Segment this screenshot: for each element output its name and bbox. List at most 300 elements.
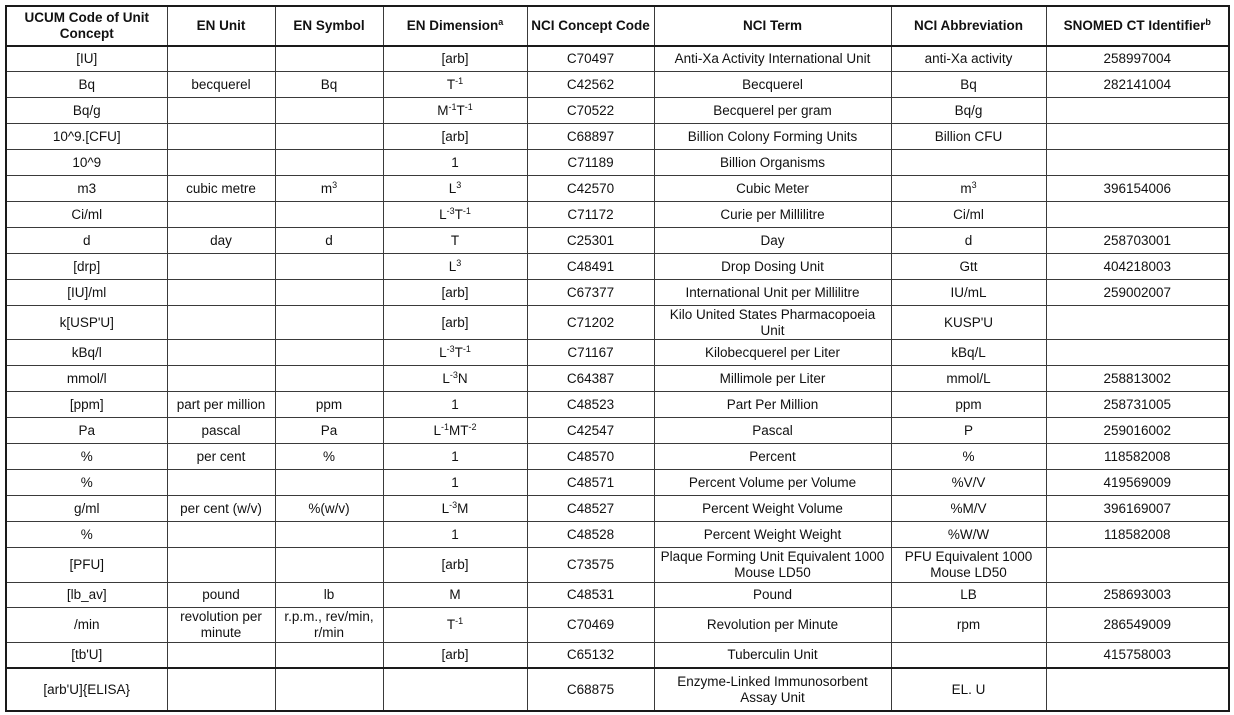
unit-base: N [457, 370, 468, 386]
cell-nci-concept-code: C71167 [527, 340, 654, 366]
cell-nci-concept-code: C48531 [527, 582, 654, 608]
table-row [6, 548, 1229, 582]
cell-ucum-code: g/ml [6, 496, 167, 522]
cell-en-dimension [383, 642, 527, 668]
footnote-marker: b [1205, 17, 1211, 27]
unit-base: L [439, 344, 447, 360]
cell-en-dimension [383, 176, 527, 202]
unit-base: 1 [451, 396, 459, 412]
table-row [6, 366, 1229, 392]
unit-base: 1 [451, 448, 459, 464]
cell-nci-concept-code: C65132 [527, 642, 654, 668]
table-row [6, 176, 1229, 202]
cell-ucum-code: % [6, 522, 167, 548]
cell-nci-term: Kilobecquerel per Liter [654, 340, 891, 366]
cell-snomed-ct-identifier [1046, 150, 1229, 176]
cell-nci-abbreviation [891, 392, 1046, 418]
cell-en-symbol [275, 668, 383, 711]
cell-en-symbol [275, 46, 383, 72]
cell-nci-concept-code: C68897 [527, 124, 654, 150]
unit-base: [arb] [441, 314, 469, 330]
cell-en-unit [167, 254, 275, 280]
header-snomed-ct-identifier [1046, 6, 1229, 46]
cell-en-symbol [275, 202, 383, 228]
cell-nci-term: Percent [654, 444, 891, 470]
cell-nci-abbreviation [891, 98, 1046, 124]
cell-en-dimension [383, 46, 527, 72]
cell-snomed-ct-identifier [1046, 306, 1229, 340]
cell-nci-term: Pound [654, 582, 891, 608]
cell-nci-abbreviation [891, 150, 1046, 176]
cell-ucum-code: d [6, 228, 167, 254]
cell-en-symbol [275, 548, 383, 582]
cell-nci-concept-code: C67377 [527, 280, 654, 306]
unit-base: 1 [451, 526, 459, 542]
cell-nci-term: Day [654, 228, 891, 254]
cell-en-dimension [383, 150, 527, 176]
header-label: EN Symbol [293, 18, 365, 33]
unit-base: M [449, 586, 461, 602]
cell-nci-concept-code: C71189 [527, 150, 654, 176]
cell-nci-abbreviation [891, 46, 1046, 72]
unit-base: Billion CFU [934, 128, 1003, 144]
unit-base: [arb] [441, 284, 469, 300]
cell-nci-abbreviation [891, 668, 1046, 711]
cell-en-symbol [275, 306, 383, 340]
unit-base: T [446, 76, 456, 92]
cell-nci-term: Billion Organisms [654, 150, 891, 176]
unit-base: T [454, 206, 463, 222]
header-nci-concept-code [527, 6, 654, 46]
unit-exponent: -1 [448, 101, 457, 112]
unit-base: [arb] [441, 51, 469, 67]
cell-en-dimension [383, 582, 527, 608]
cell-snomed-ct-identifier [1046, 548, 1229, 582]
cell-snomed-ct-identifier: 118582008 [1046, 522, 1229, 548]
unit-exponent: 3 [332, 179, 338, 190]
cell-nci-term: Tuberculin Unit [654, 642, 891, 668]
cell-en-symbol [275, 228, 383, 254]
cell-nci-concept-code: C73575 [527, 548, 654, 582]
cell-ucum-code: Bq/g [6, 98, 167, 124]
cell-nci-abbreviation [891, 340, 1046, 366]
cell-nci-abbreviation [891, 418, 1046, 444]
header-label: UCUM Code of Unit Concept [24, 10, 149, 41]
cell-en-symbol [275, 72, 383, 98]
unit-base: LB [960, 586, 977, 602]
cell-ucum-code: [drp] [6, 254, 167, 280]
cell-en-dimension [383, 124, 527, 150]
cell-nci-abbreviation [891, 124, 1046, 150]
cell-snomed-ct-identifier: 258813002 [1046, 366, 1229, 392]
cell-nci-term: Becquerel per gram [654, 98, 891, 124]
cell-nci-abbreviation [891, 254, 1046, 280]
cell-en-dimension [383, 444, 527, 470]
unit-base: L [433, 422, 441, 438]
unit-exponent: -1 [464, 101, 473, 112]
cell-nci-term: Percent Volume per Volume [654, 470, 891, 496]
cell-nci-abbreviation [891, 444, 1046, 470]
unit-base: P [963, 422, 973, 438]
cell-en-dimension [383, 418, 527, 444]
unit-base: L [442, 370, 450, 386]
cell-nci-concept-code: C70469 [527, 608, 654, 642]
header-label: EN Dimension [406, 18, 499, 33]
cell-en-unit [167, 340, 275, 366]
header-en-dimension [383, 6, 527, 46]
unit-base: kBq/L [951, 344, 986, 360]
cell-snomed-ct-identifier: 258693003 [1046, 582, 1229, 608]
cell-en-symbol [275, 418, 383, 444]
table-row [6, 668, 1229, 711]
header-nci-abbreviation [891, 6, 1046, 46]
unit-base: 1 [451, 154, 459, 170]
cell-nci-concept-code: C71202 [527, 306, 654, 340]
cell-en-unit [167, 642, 275, 668]
table-row [6, 470, 1229, 496]
cell-en-unit [167, 522, 275, 548]
unit-base: Ci/ml [953, 206, 984, 222]
cell-en-unit [167, 470, 275, 496]
cell-en-symbol [275, 642, 383, 668]
cell-ucum-code: m3 [6, 176, 167, 202]
cell-snomed-ct-identifier [1046, 124, 1229, 150]
cell-en-symbol [275, 366, 383, 392]
cell-en-unit [167, 202, 275, 228]
unit-base: T [456, 102, 465, 118]
cell-snomed-ct-identifier: 415758003 [1046, 642, 1229, 668]
unit-exponent: -1 [455, 75, 464, 86]
cell-en-unit: cubic metre [167, 176, 275, 202]
cell-snomed-ct-identifier: 258997004 [1046, 46, 1229, 72]
cell-nci-concept-code: C42547 [527, 418, 654, 444]
cell-en-unit: part per million [167, 392, 275, 418]
cell-snomed-ct-identifier: 258703001 [1046, 228, 1229, 254]
unit-base: T [446, 617, 456, 633]
cell-nci-concept-code: C42570 [527, 176, 654, 202]
cell-en-symbol [275, 444, 383, 470]
cell-en-unit [167, 668, 275, 711]
cell-nci-term: Anti-Xa Activity International Unit [654, 46, 891, 72]
cell-snomed-ct-identifier: 396169007 [1046, 496, 1229, 522]
unit-base: % [962, 448, 975, 464]
cell-en-unit [167, 46, 275, 72]
cell-en-unit [167, 306, 275, 340]
cell-ucum-code: [lb_av] [6, 582, 167, 608]
header-label: EN Unit [196, 18, 246, 33]
cell-nci-concept-code: C71172 [527, 202, 654, 228]
unit-base: L [448, 258, 457, 274]
cell-ucum-code: [PFU] [6, 548, 167, 582]
cell-en-symbol [275, 150, 383, 176]
table-row [6, 202, 1229, 228]
cell-snomed-ct-identifier [1046, 340, 1229, 366]
unit-base: anti-Xa activity [924, 51, 1013, 67]
unit-base: Bq [320, 76, 338, 92]
table-row [6, 150, 1229, 176]
table-row [6, 228, 1229, 254]
cell-nci-concept-code: C48491 [527, 254, 654, 280]
cell-ucum-code: [tb'U] [6, 642, 167, 668]
cell-en-dimension [383, 392, 527, 418]
cell-nci-abbreviation [891, 582, 1046, 608]
unit-base: [arb] [441, 646, 469, 662]
unit-base: EL. U [951, 681, 986, 697]
cell-nci-term: Curie per Millilitre [654, 202, 891, 228]
table-row [6, 522, 1229, 548]
unit-base: T [454, 344, 463, 360]
cell-en-symbol [275, 280, 383, 306]
cell-en-unit: per cent [167, 444, 275, 470]
cell-nci-abbreviation [891, 280, 1046, 306]
header-label: NCI Concept Code [531, 18, 650, 33]
unit-base: r.p.m., rev/min, r/min [284, 609, 374, 641]
table-row [6, 124, 1229, 150]
cell-en-dimension [383, 98, 527, 124]
cell-ucum-code: % [6, 470, 167, 496]
cell-en-symbol [275, 522, 383, 548]
cell-ucum-code: % [6, 444, 167, 470]
table-row [6, 254, 1229, 280]
cell-ucum-code: [arb'U]{ELISA} [6, 668, 167, 711]
cell-ucum-code: /min [6, 608, 167, 642]
unit-base: IU/mL [950, 284, 987, 300]
unit-base: 1 [451, 474, 459, 490]
cell-en-dimension [383, 228, 527, 254]
cell-en-symbol [275, 392, 383, 418]
cell-nci-concept-code: C68875 [527, 668, 654, 711]
cell-snomed-ct-identifier: 118582008 [1046, 444, 1229, 470]
cell-snomed-ct-identifier: 419569009 [1046, 470, 1229, 496]
unit-exponent: -3 [449, 499, 458, 510]
unit-exponent: -1 [462, 205, 471, 216]
cell-nci-term: Cubic Meter [654, 176, 891, 202]
cell-nci-abbreviation [891, 306, 1046, 340]
cell-en-unit [167, 150, 275, 176]
unit-base: T [450, 232, 460, 248]
unit-base: d [964, 232, 973, 248]
cell-nci-term: Percent Weight Weight [654, 522, 891, 548]
cell-nci-term: Percent Weight Volume [654, 496, 891, 522]
header-label: SNOMED CT Identifier [1063, 18, 1206, 33]
unit-base: PFU Equivalent 1000 Mouse LD50 [904, 548, 1033, 580]
cell-en-unit: pascal [167, 418, 275, 444]
cell-nci-abbreviation [891, 642, 1046, 668]
unit-base: % [322, 448, 335, 464]
cell-en-symbol [275, 496, 383, 522]
unit-base: %V/V [951, 474, 986, 490]
cell-en-symbol [275, 608, 383, 642]
cell-en-unit [167, 124, 275, 150]
cell-nci-abbreviation [891, 176, 1046, 202]
cell-nci-concept-code: C48570 [527, 444, 654, 470]
cell-nci-term: Pascal [654, 418, 891, 444]
table-row [6, 280, 1229, 306]
cell-nci-term: Drop Dosing Unit [654, 254, 891, 280]
cell-ucum-code: mmol/l [6, 366, 167, 392]
cell-en-symbol [275, 470, 383, 496]
unit-exponent: -3 [449, 369, 458, 380]
unit-base: L [448, 180, 457, 196]
cell-en-unit [167, 280, 275, 306]
cell-nci-abbreviation [891, 202, 1046, 228]
cell-en-dimension [383, 340, 527, 366]
cell-nci-term: Millimole per Liter [654, 366, 891, 392]
table-row [6, 444, 1229, 470]
units-table [5, 5, 1230, 712]
unit-base: Bq [960, 76, 977, 92]
unit-base: m [320, 180, 333, 196]
cell-nci-term: Plaque Forming Unit Equivalent 1000 Mouse LD50 [654, 548, 891, 582]
cell-nci-term: Revolution per Minute [654, 608, 891, 642]
unit-base: %M/V [950, 500, 987, 516]
unit-base: Bq/g [954, 102, 983, 118]
cell-snomed-ct-identifier [1046, 98, 1229, 124]
cell-en-dimension [383, 470, 527, 496]
header-label: NCI Term [742, 18, 802, 33]
unit-base: [arb] [441, 556, 469, 572]
cell-nci-concept-code: C25301 [527, 228, 654, 254]
cell-snomed-ct-identifier [1046, 202, 1229, 228]
cell-en-symbol [275, 340, 383, 366]
cell-nci-term: Kilo United States Pharmacopoeia Unit [654, 306, 891, 340]
unit-base: %(w/v) [308, 500, 350, 516]
unit-exponent: -1 [462, 343, 471, 354]
cell-ucum-code: [IU]/ml [6, 280, 167, 306]
cell-nci-abbreviation [891, 548, 1046, 582]
table-body [6, 46, 1229, 711]
cell-en-dimension [383, 72, 527, 98]
cell-en-unit [167, 366, 275, 392]
cell-nci-term: Enzyme-Linked Immunosorbent Assay Unit [654, 668, 891, 711]
cell-en-unit [167, 548, 275, 582]
cell-en-unit: day [167, 228, 275, 254]
table-row [6, 340, 1229, 366]
cell-ucum-code: 10^9 [6, 150, 167, 176]
unit-exponent: -3 [446, 205, 455, 216]
cell-nci-abbreviation [891, 72, 1046, 98]
unit-base: ppm [955, 396, 982, 412]
cell-snomed-ct-identifier: 404218003 [1046, 254, 1229, 280]
unit-base: d [325, 232, 333, 248]
cell-en-dimension [383, 366, 527, 392]
cell-ucum-code: [ppm] [6, 392, 167, 418]
unit-exponent: -3 [446, 343, 455, 354]
cell-snomed-ct-identifier: 259002007 [1046, 280, 1229, 306]
cell-en-symbol [275, 176, 383, 202]
table-row [6, 418, 1229, 444]
unit-base: M [457, 500, 469, 516]
cell-snomed-ct-identifier: 396154006 [1046, 176, 1229, 202]
unit-base: MT [449, 422, 469, 438]
cell-nci-term: International Unit per Millilitre [654, 280, 891, 306]
cell-ucum-code: Bq [6, 72, 167, 98]
unit-base: ppm [315, 396, 343, 412]
cell-nci-concept-code: C70497 [527, 46, 654, 72]
cell-nci-concept-code: C70522 [527, 98, 654, 124]
cell-en-unit: per cent (w/v) [167, 496, 275, 522]
cell-nci-concept-code: C42562 [527, 72, 654, 98]
cell-nci-concept-code: C48523 [527, 392, 654, 418]
table-row [6, 72, 1229, 98]
cell-ucum-code: kBq/l [6, 340, 167, 366]
unit-exponent: -2 [468, 421, 477, 432]
cell-en-symbol [275, 124, 383, 150]
unit-base: M [437, 102, 449, 118]
cell-nci-concept-code: C48528 [527, 522, 654, 548]
cell-nci-concept-code: C48571 [527, 470, 654, 496]
unit-exponent: -1 [440, 421, 449, 432]
unit-base: mmol/L [946, 370, 991, 386]
cell-nci-term: Part Per Million [654, 392, 891, 418]
unit-base: L [439, 206, 447, 222]
table-row [6, 98, 1229, 124]
cell-en-symbol [275, 582, 383, 608]
header-en-unit [167, 6, 275, 46]
table-row [6, 306, 1229, 340]
cell-en-dimension [383, 254, 527, 280]
cell-ucum-code: [IU] [6, 46, 167, 72]
cell-nci-term: Billion Colony Forming Units [654, 124, 891, 150]
cell-en-dimension [383, 668, 527, 711]
table-row [6, 392, 1229, 418]
header-nci-term [654, 6, 891, 46]
cell-en-dimension [383, 280, 527, 306]
cell-en-dimension [383, 548, 527, 582]
header-label: NCI Abbreviation [913, 18, 1023, 33]
cell-snomed-ct-identifier: 286549009 [1046, 608, 1229, 642]
cell-snomed-ct-identifier: 258731005 [1046, 392, 1229, 418]
unit-base: m [960, 180, 972, 196]
unit-base: Pa [320, 422, 338, 438]
header-en-symbol [275, 6, 383, 46]
unit-base: KUSP'U [943, 314, 994, 330]
unit-base: Gtt [959, 258, 978, 274]
cell-ucum-code: 10^9.[CFU] [6, 124, 167, 150]
cell-en-dimension [383, 306, 527, 340]
cell-en-dimension [383, 202, 527, 228]
table-row [6, 582, 1229, 608]
cell-en-unit: pound [167, 582, 275, 608]
cell-nci-concept-code: C48527 [527, 496, 654, 522]
cell-en-symbol [275, 98, 383, 124]
cell-nci-abbreviation [891, 470, 1046, 496]
cell-nci-abbreviation [891, 608, 1046, 642]
cell-nci-abbreviation [891, 366, 1046, 392]
cell-ucum-code: k[USP'U] [6, 306, 167, 340]
cell-nci-abbreviation [891, 228, 1046, 254]
cell-nci-abbreviation [891, 496, 1046, 522]
table-row [6, 642, 1229, 668]
unit-base: lb [323, 586, 335, 602]
cell-en-unit: becquerel [167, 72, 275, 98]
footnote-marker: a [498, 17, 504, 27]
cell-en-dimension [383, 496, 527, 522]
cell-snomed-ct-identifier: 282141004 [1046, 72, 1229, 98]
unit-exponent: 3 [971, 179, 977, 190]
cell-ucum-code: Pa [6, 418, 167, 444]
unit-exponent: 3 [456, 179, 462, 190]
cell-snomed-ct-identifier [1046, 668, 1229, 711]
cell-nci-concept-code: C64387 [527, 366, 654, 392]
cell-en-unit: revolution per minute [167, 608, 275, 642]
table-row [6, 496, 1229, 522]
unit-base: [arb] [441, 128, 469, 144]
unit-base: L [441, 500, 450, 516]
unit-exponent: -1 [455, 616, 464, 627]
unit-base: %W/W [947, 526, 990, 542]
cell-nci-abbreviation [891, 522, 1046, 548]
